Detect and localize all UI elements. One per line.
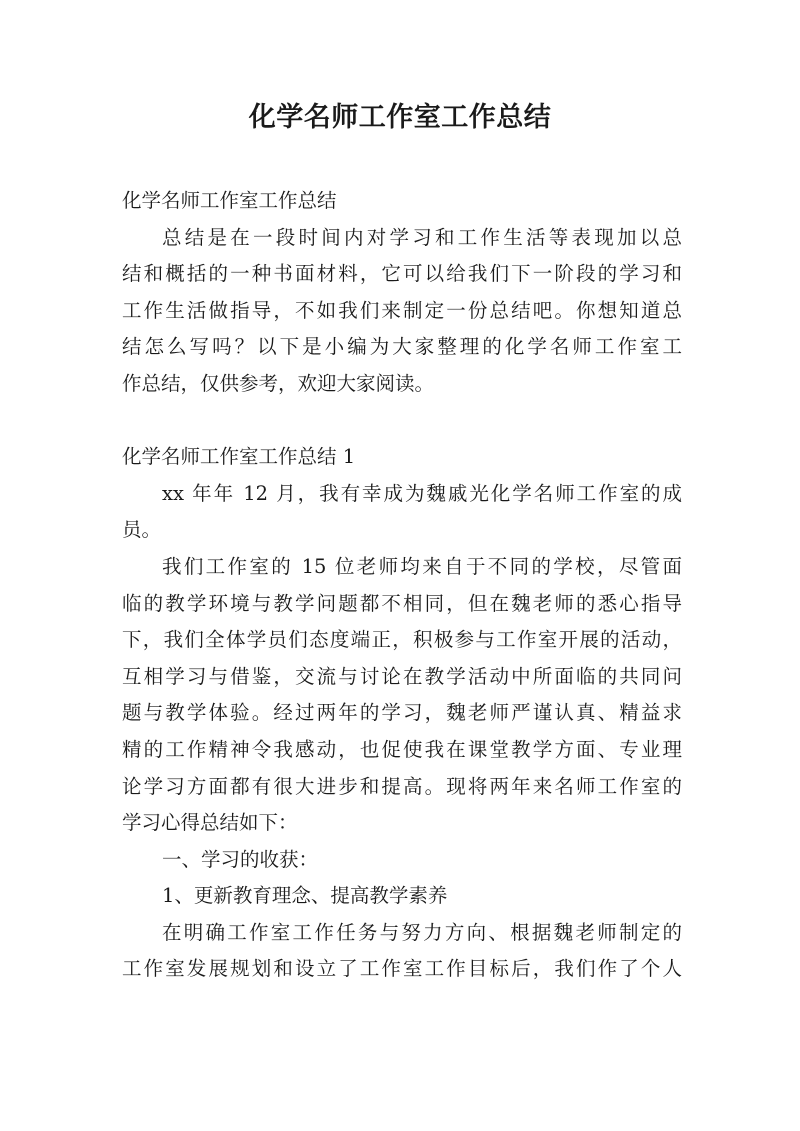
paragraph-3 bbox=[122, 915, 682, 988]
paragraph-spacer bbox=[122, 403, 682, 440]
paragraph-1 bbox=[122, 476, 682, 549]
intro-paragraph bbox=[122, 220, 682, 403]
intro-line: 总结是在一段时间内对学习和工作生活等表现加以总 bbox=[162, 225, 682, 249]
section-heading: 化学名师工作室工作总结 1 bbox=[122, 445, 356, 469]
paragraph-line: 学习心得总结如下： bbox=[122, 811, 298, 835]
intro-line: 工作生活做指导，不如我们来制定一份总结吧。你想知道总 bbox=[122, 298, 682, 322]
paragraph-line: 题与教学体验。经过两年的学习，魏老师严谨认真、精益求 bbox=[122, 701, 682, 725]
paragraph-line: 下，我们全体学员们态度端正，积极参与工作室开展的活动， bbox=[122, 628, 682, 652]
paragraph-line: 我们工作室的 15 位老师均来自于不同的学校，尽管面 bbox=[162, 554, 682, 578]
heading-level-1: 一、学习的收获： bbox=[162, 847, 319, 871]
document-title: 化学名师工作室工作总结 bbox=[248, 102, 552, 133]
paragraph-line: 互相学习与借鉴，交流与讨论在教学活动中所面临的共同问 bbox=[122, 664, 682, 688]
intro-line: 结怎么写吗？以下是小编为大家整理的化学名师工作室工 bbox=[122, 335, 682, 359]
paragraph-line: 临的教学环境与教学问题都不相同，但在魏老师的悉心指导 bbox=[122, 591, 682, 615]
document-body bbox=[122, 183, 682, 988]
heading-level-2: 1、更新教育理念、提高教学素养 bbox=[162, 884, 448, 908]
paragraph-line: 精的工作精神令我感动，也促使我在课堂教学方面、专业理 bbox=[122, 737, 682, 761]
paragraph-line: 论学习方面都有很大进步和提高。现将两年来名师工作室的 bbox=[122, 774, 682, 798]
paragraph-2 bbox=[122, 549, 682, 842]
intro-line: 作总结，仅供参考，欢迎大家阅读。 bbox=[122, 371, 435, 395]
paragraph-line: 员。 bbox=[122, 518, 162, 542]
paragraph-line: 在明确工作室工作任务与努力方向、根据魏老师制定的 bbox=[162, 920, 682, 944]
document-subtitle: 化学名师工作室工作总结 bbox=[122, 189, 337, 212]
paragraph-line: 工作室发展规划和设立了工作室工作目标后，我们作了个人 bbox=[122, 957, 682, 981]
paragraph-line: xx 年年 12 月，我有幸成为魏戚光化学名师工作室的成 bbox=[162, 481, 682, 505]
intro-line: 结和概括的一种书面材料，它可以给我们下一阶段的学习和 bbox=[122, 262, 682, 286]
